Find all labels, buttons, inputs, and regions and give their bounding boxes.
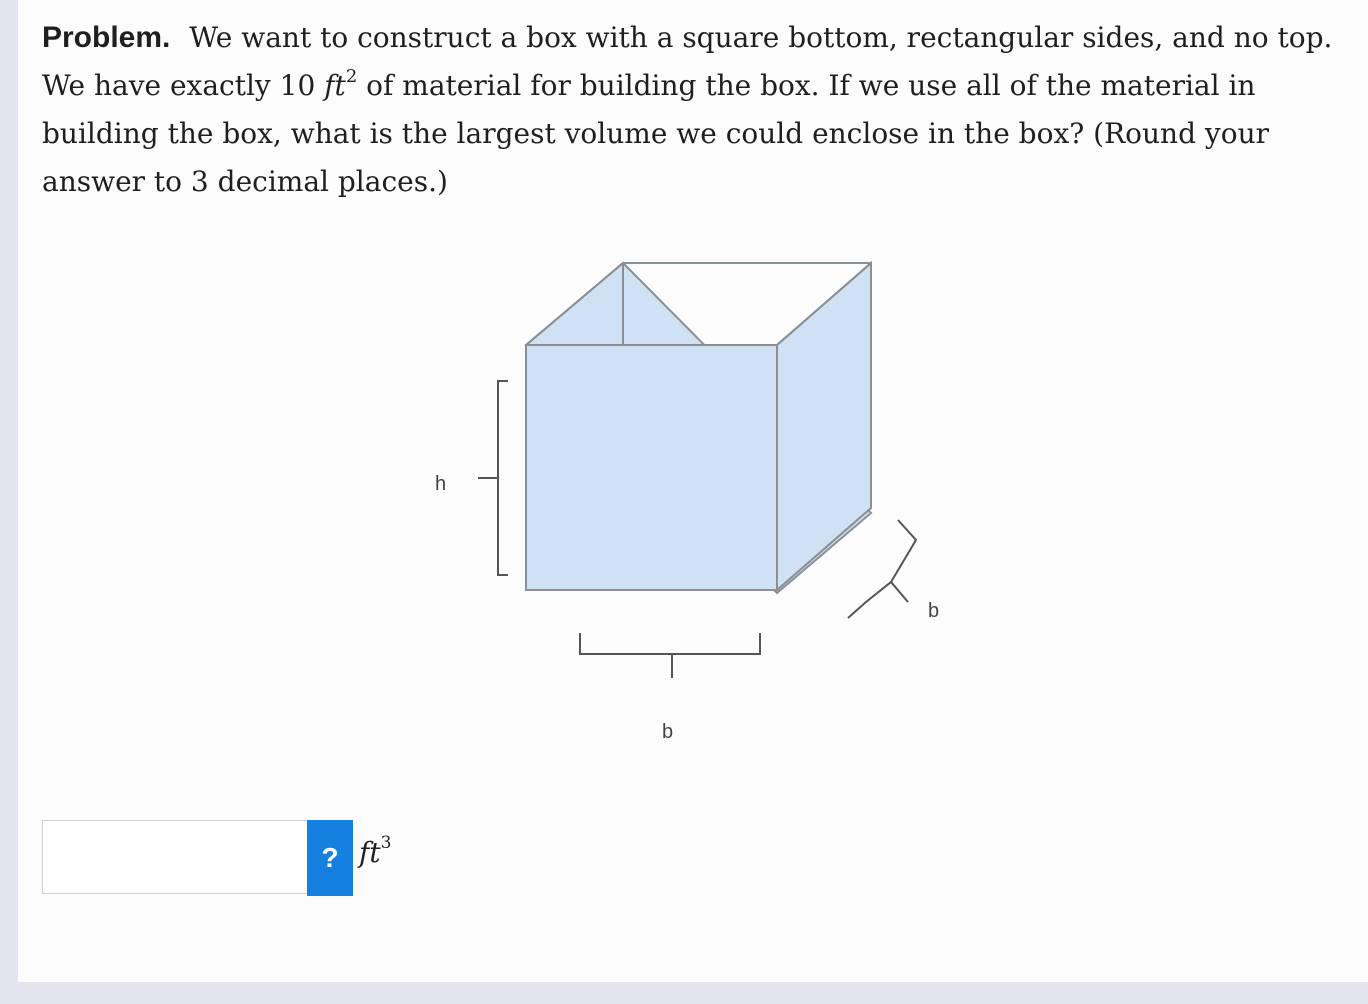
- problem-unit-exp: 2: [345, 66, 358, 87]
- problem-text-a: We want to construct a box with a square bottom, rectangular sides, and no top. We have exactly 10: [42, 21, 1333, 102]
- answer-row: [42, 820, 391, 896]
- base-front-label: b: [662, 721, 674, 743]
- answer-unit-exp: 3: [380, 832, 392, 853]
- height-bracket: [478, 381, 508, 575]
- box-diagram: [408, 250, 968, 770]
- problem-unit: [324, 66, 358, 102]
- box-figure: [408, 250, 968, 775]
- box-side-face: [777, 263, 871, 590]
- problem-unit-base: ft: [324, 69, 346, 102]
- problem-statement: [42, 14, 1342, 206]
- base-side-bracket: [848, 520, 916, 618]
- answer-input[interactable]: [42, 820, 307, 894]
- base-side-label: b: [928, 600, 940, 622]
- problem-panel: [18, 0, 1368, 982]
- height-label: h: [435, 473, 447, 495]
- answer-unit: [359, 832, 392, 869]
- base-front-bracket: [580, 633, 760, 678]
- box-front-face: [526, 345, 777, 590]
- answer-unit-base: ft: [359, 835, 381, 869]
- problem-text-b: of material for building the box. If we use all of the material in building the box, what is the largest volume we could enclose in the box? (Round your answer to 3 decimal places.): [42, 69, 1269, 198]
- problem-label: Problem.: [42, 21, 171, 54]
- help-button[interactable]: ?: [307, 820, 353, 896]
